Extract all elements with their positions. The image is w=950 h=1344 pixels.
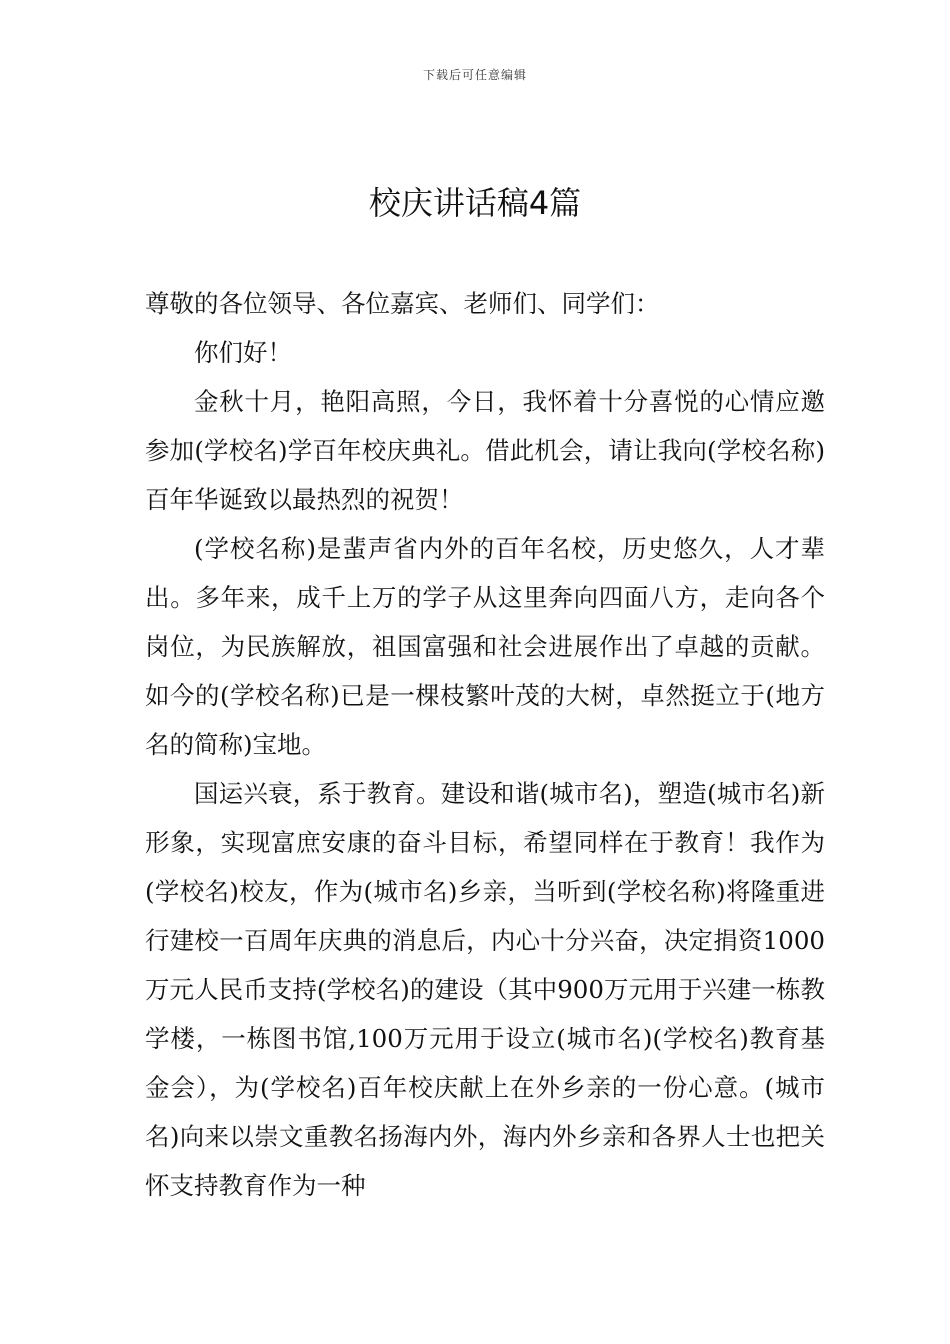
body-paragraph: 金秋十月，艳阳高照，今日，我怀着十分喜悦的心情应邀参加(学校名)学百年校庆典礼。借此机会，请让我向(学校名称)百年华诞致以最热烈的祝贺！ — [145, 387, 825, 514]
body-paragraph: 国运兴衰，系于教育。建设和谐(城市名)，塑造(城市名)新形象，实现富庶安康的奋斗目标，希望同样在于教育！我作为(学校名)校友，作为(城市名)乡亲，当听到(学校名称)将隆重进行建校一百周年庆典的消息后，内心十分兴奋，决定捐资1000万元人民币支持(学校名)的建设（其中900万元用于兴建一栋教学楼，一栋图书馆,100万元用于设立(城市名)(学校名)教育基金会），为(学校名)百年校庆献上在外乡亲的一份心意。(城市名)向来以崇文重教名扬海内外，海内外乡亲和各界人士也把关怀支持教育作为一种 — [145, 779, 825, 1200]
greeting-paragraph: 你们好！ — [194, 338, 292, 367]
body-paragraph: (学校名称)是蜚声省内外的百年名校，历史悠久，人才辈出。多年来，成千上万的学子从这里奔向四面八方，走向各个岗位，为民族解放，祖国富强和社会进展作出了卓越的贡献。如今的(学校名称)已是一棵枝繁叶茂的大树，卓然挺立于(地方名的简称)宝地。 — [145, 534, 825, 759]
document-body — [145, 279, 825, 1210]
header-note: 下载后可任意编辑 — [422, 68, 527, 82]
document-title: 校庆讲话稿4篇 — [368, 184, 582, 222]
salutation-paragraph: 尊敬的各位领导、各位嘉宾、老师们、同学们： — [145, 289, 660, 318]
